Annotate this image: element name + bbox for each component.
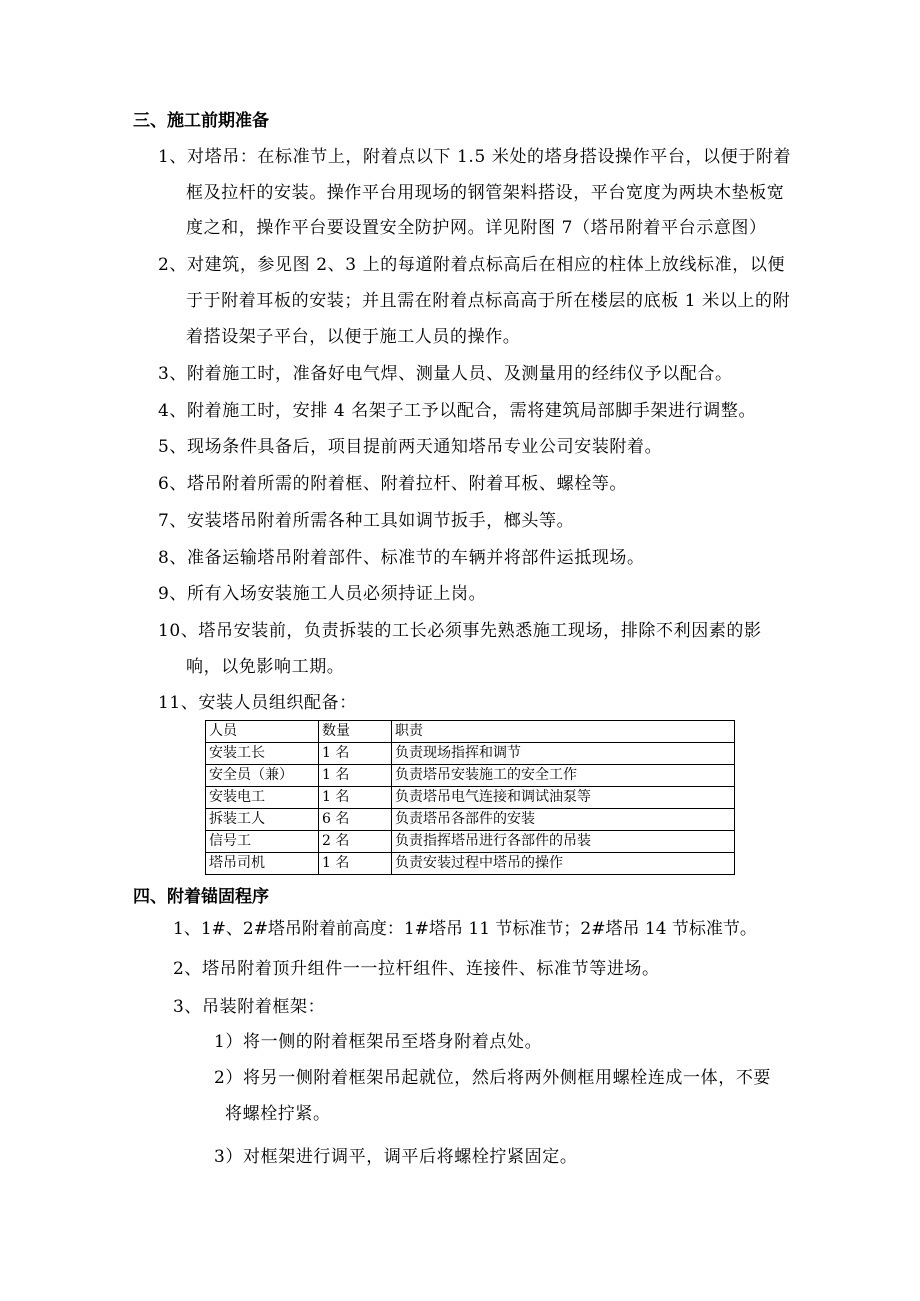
section-3-line: 2、对建筑，参见图 2、3 上的每道附着点标高后在相应的柱体上放线标准，以便: [158, 255, 786, 275]
table-row: [206, 743, 735, 765]
table-row: [206, 787, 735, 809]
section-3-line: 6、塔吊附着所需的附着框、附着拉杆、附着耳板、螺栓等。: [158, 474, 628, 494]
table-cell: 安装工长: [206, 743, 319, 765]
section-3-line: 于于附着耳板的安装；并且需在附着点标高高于所在楼层的底板 1 米以上的附: [186, 291, 791, 311]
section-3-line: 11、安装人员组织配备：: [158, 693, 357, 713]
table-cell: 负责塔吊安装施工的安全工作: [392, 765, 735, 787]
section-4-line: 3）对框架进行调平，调平后将螺栓拧紧固定。: [214, 1147, 578, 1167]
table-row: [206, 831, 735, 853]
section-4-line: 将螺栓拧紧。: [225, 1104, 331, 1124]
table-cell: 负责安装过程中塔吊的操作: [392, 853, 735, 875]
section-3-line: 8、准备运输塔吊附着部件、标准节的车辆并将部件运抵现场。: [158, 548, 645, 568]
section-3-line: 着搭设架子平台，以便于施工人员的操作。: [186, 327, 521, 347]
section-4-line: 1、1#、2#塔吊附着前高度：1#塔吊 11 节标准节；2#塔吊 14 节标准节。: [173, 919, 757, 939]
table-header-cell: 职责: [392, 721, 735, 743]
table-cell: 拆装工人: [206, 809, 319, 831]
section-3-heading: 三、施工前期准备: [133, 111, 269, 131]
section-4-line: 2）将另一侧附着框架吊起就位，然后将两外侧框用螺栓连成一体，不要: [214, 1068, 772, 1088]
table-row: [206, 809, 735, 831]
section-3-line: 1、对塔吊：在标准节上，附着点以下 1.5 米处的塔身搭设操作平台，以便于附着: [158, 147, 792, 167]
table-header-cell: 人员: [206, 721, 319, 743]
table-cell: 2 名: [319, 831, 392, 853]
section-3-line: 响，以免影响工期。: [186, 657, 345, 677]
table-row: [206, 765, 735, 787]
table-row: [206, 853, 735, 875]
table-cell: 1 名: [319, 853, 392, 875]
section-4-line: 3、吊装附着框架：: [173, 997, 326, 1017]
table-cell: 1 名: [319, 765, 392, 787]
table-cell: 信号工: [206, 831, 319, 853]
table-cell: 6 名: [319, 809, 392, 831]
section-3-line: 5、现场条件具备后，项目提前两天通知塔吊专业公司安装附着。: [158, 437, 663, 457]
table-cell: 负责现场指挥和调节: [392, 743, 735, 765]
section-3-line: 7、安装塔吊附着所需各种工具如调节扳手，榔头等。: [158, 511, 575, 531]
section-4-line: 1）将一侧的附着框架吊至塔身附着点处。: [214, 1032, 543, 1052]
table-cell: 负责塔吊各部件的安装: [392, 809, 735, 831]
section-3-line: 10、塔吊安装前，负责拆装的工长必须事先熟悉施工现场，排除不利因素的影: [158, 621, 762, 641]
section-3-line: 框及拉杆的安装。操作平台用现场的钢管架料搭设，平台宽度为两块木垫板宽: [186, 183, 785, 203]
table-header-row: [206, 721, 735, 743]
table-cell: 负责指挥塔吊进行各部件的吊装: [392, 831, 735, 853]
section-4-line: 2、塔吊附着顶升组件一一拉杆组件、连接件、标准节等进场。: [173, 959, 660, 979]
table-cell: 1 名: [319, 787, 392, 809]
table-cell: 安全员（兼）: [206, 765, 319, 787]
section-4-heading: 四、附着锚固程序: [133, 887, 269, 907]
table-header-cell: 数量: [319, 721, 392, 743]
section-3-line: 度之和，操作平台要设置安全防护网。详见附图 7（塔吊附着平台示意图）: [186, 218, 767, 238]
section-3-line: 4、附着施工时，安排 4 名架子工予以配合，需将建筑局部脚手架进行调整。: [158, 401, 757, 421]
table-cell: 塔吊司机: [206, 853, 319, 875]
section-3-line: 3、附着施工时，准备好电气焊、测量人员、及测量用的经纬仪予以配合。: [158, 364, 733, 384]
table-cell: 负责塔吊电气连接和调试油泵等: [392, 787, 735, 809]
table-cell: 安装电工: [206, 787, 319, 809]
section-3-line: 9、所有入场安装施工人员必须持证上岗。: [158, 584, 487, 604]
table-cell: 1 名: [319, 743, 392, 765]
staff-table: [205, 720, 735, 875]
